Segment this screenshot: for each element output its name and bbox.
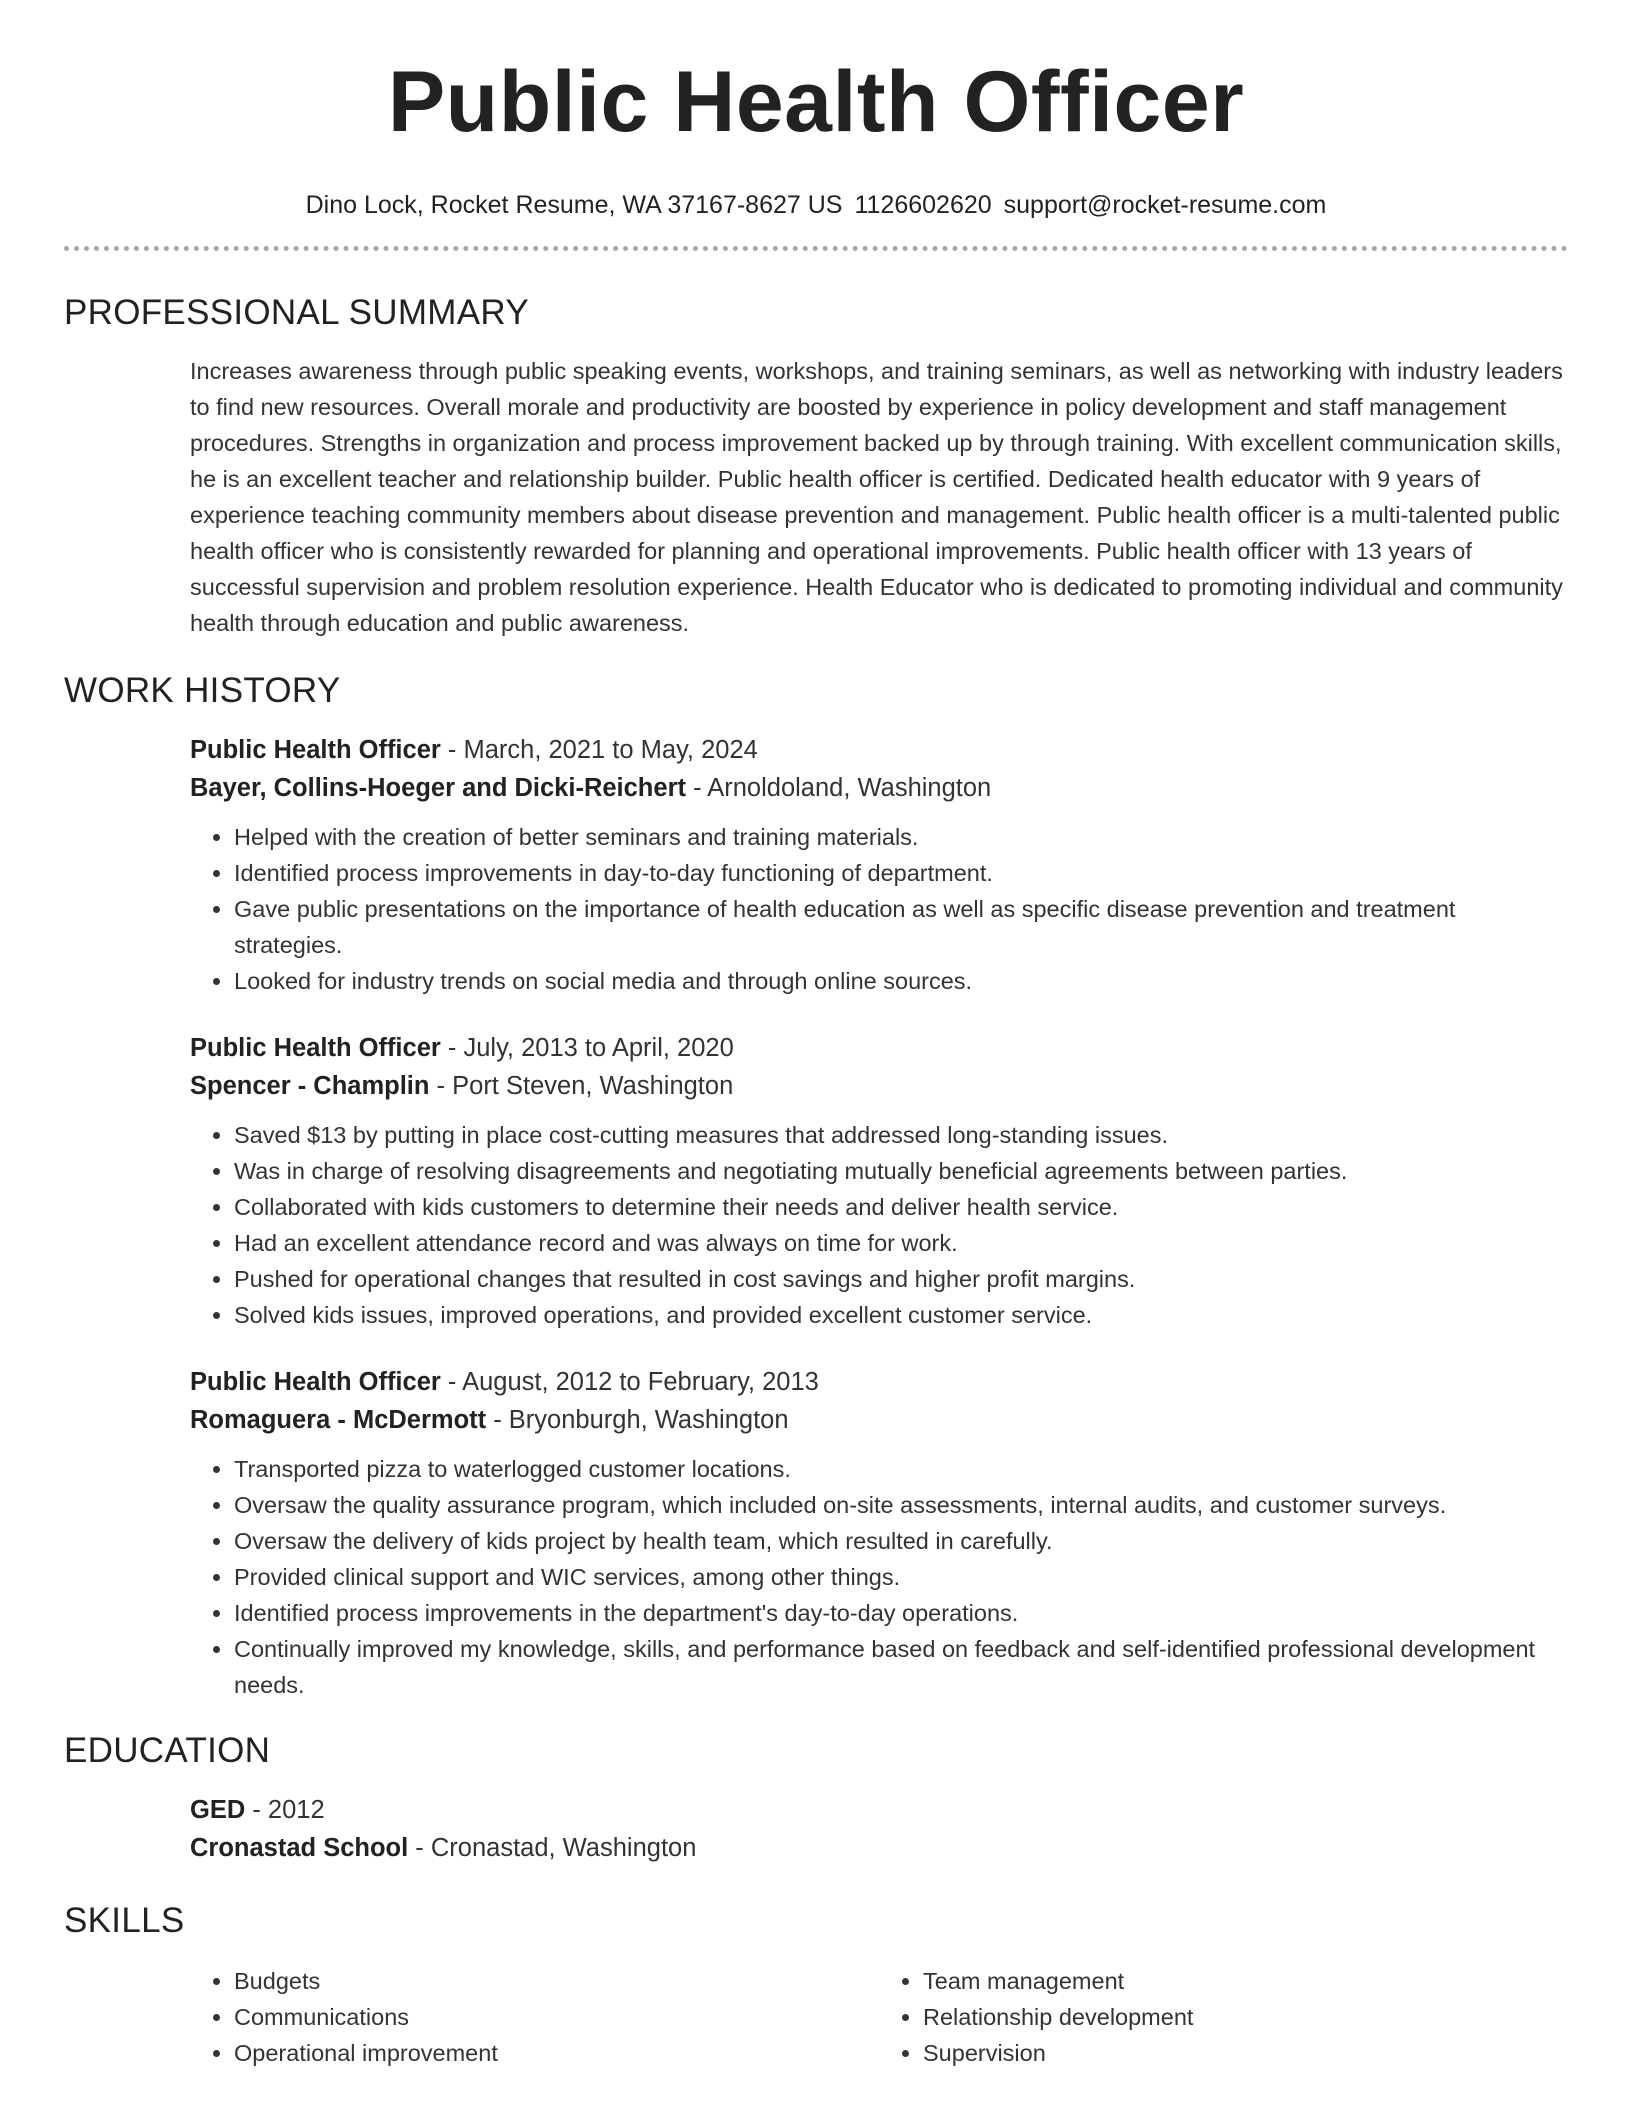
job-company-line [190,769,1568,807]
job-entry [190,1363,1568,1703]
summary-section [190,353,1568,641]
job-bullets [190,819,1568,999]
skills-list-left [190,1963,879,2071]
header-divider [64,246,1568,251]
list-item: • Solved kids issues, improved operations, and provided excellent customer service. [234,1297,1568,1333]
skills-grid [190,1963,1568,2071]
list-item: • Continually improved my knowledge, skills, and performance based on feedback and self-identified professional development needs. [234,1631,1568,1703]
list-item: • Provided clinical support and WIC services, among other things. [234,1559,1568,1595]
job-title: Public Health Officer [190,736,441,764]
list-item: • Oversaw the quality assurance program, which included on-site assessments, internal audits, and customer surveys. [234,1487,1568,1523]
list-item: • Collaborated with kids customers to determine their needs and deliver health service. [234,1189,1568,1225]
list-item: • Oversaw the delivery of kids project by health team, which resulted in carefully. [234,1523,1568,1559]
job-location: - Bryonburgh, Washington [486,1406,789,1434]
list-item: • Looked for industry trends on social media and through online sources. [234,963,1568,999]
summary-text: Increases awareness through public speaking events, workshops, and training seminars, as well as networking with industry leaders to find new resources. Overall morale and productivity are boosted by experience in policy development and staff management procedures. Strengths in organization and process improvement backed up by through training. With excellent communication skills, he is an excellent teacher and relationship builder. Public health officer is certified. Dedicated health educator with 9 years of experience teaching community members about disease prevention and management. Public health officer is a multi-talented public health officer who is consistently rewarded for planning and operational improvements. Public health officer with 13 years of successful supervision and problem resolution experience. Health Educator who is dedicated to promoting individual and community health through education and public awareness. [190,358,1563,636]
job-dates: - August, 2012 to February, 2013 [440,1368,819,1396]
degree-line [190,1791,1568,1829]
education-section [190,1791,1568,1867]
contact-email: support@rocket-resume.com [1003,191,1327,219]
job-dates: - July, 2013 to April, 2020 [440,1034,734,1062]
job-dates: - March, 2021 to May, 2024 [440,736,758,764]
school-name: Cronastad School [190,1834,409,1862]
job-bullets [190,1117,1568,1333]
skills-heading: SKILLS [64,1901,185,1940]
job-company: Spencer - Champlin [190,1072,430,1100]
list-item: • Pushed for operational changes that resulted in cost savings and higher profit margins. [234,1261,1568,1297]
list-item: • Identified process improvements in day-to-day functioning of department. [234,855,1568,891]
list-item: • Was in charge of resolving disagreements and negotiating mutually beneficial agreements between parties. [234,1153,1568,1189]
list-item: • Supervision [923,2035,1568,2071]
list-item: • Team management [923,1963,1568,1999]
job-company: Bayer, Collins-Hoeger and Dicki-Reichert [190,774,686,802]
job-entry [190,1029,1568,1333]
skills-list-right [879,1963,1568,2071]
job-company-line [190,1401,1568,1439]
list-item: • Helped with the creation of better seminars and training materials. [234,819,1568,855]
degree-year: - 2012 [245,1796,325,1824]
contact-line [64,190,1568,220]
summary-heading: PROFESSIONAL SUMMARY [64,293,529,332]
job-company-line [190,1067,1568,1105]
list-item: • Transported pizza to waterlogged customer locations. [234,1451,1568,1487]
job-bullets [190,1451,1568,1703]
job-location: - Arnoldoland, Washington [685,774,992,802]
page-title: Public Health Officer [387,54,1245,150]
degree: GED [190,1796,246,1824]
list-item: • Saved $13 by putting in place cost-cutting measures that addressed long-standing issues. [234,1117,1568,1153]
list-item: • Gave public presentations on the importance of health education as well as specific disease prevention and treatment strategies. [234,891,1568,963]
list-item: • Relationship development [923,1999,1568,2035]
education-heading: EDUCATION [64,1731,271,1770]
job-location: - Port Steven, Washington [429,1072,734,1100]
work-history-section [190,731,1568,1703]
list-item: • Communications [234,1999,879,2035]
contact-address: Dino Lock, Rocket Resume, WA 37167-8627 US [305,191,843,219]
job-title: Public Health Officer [190,1034,441,1062]
job-title-line [190,731,1568,769]
list-item: • Identified process improvements in the department's day-to-day operations. [234,1595,1568,1631]
list-item: • Budgets [234,1963,879,1999]
job-title-line [190,1029,1568,1067]
job-title-line [190,1363,1568,1401]
job-entry [190,731,1568,999]
work-history-heading: WORK HISTORY [64,671,341,710]
skills-section [190,1963,1568,2071]
school-location: - Cronastad, Washington [408,1834,697,1862]
job-company: Romaguera - McDermott [190,1406,487,1434]
list-item: • Operational improvement [234,2035,879,2071]
contact-phone: 1126602620 [854,191,992,219]
list-item: • Had an excellent attendance record and was always on time for work. [234,1225,1568,1261]
school-line [190,1829,1568,1867]
job-title: Public Health Officer [190,1368,441,1396]
